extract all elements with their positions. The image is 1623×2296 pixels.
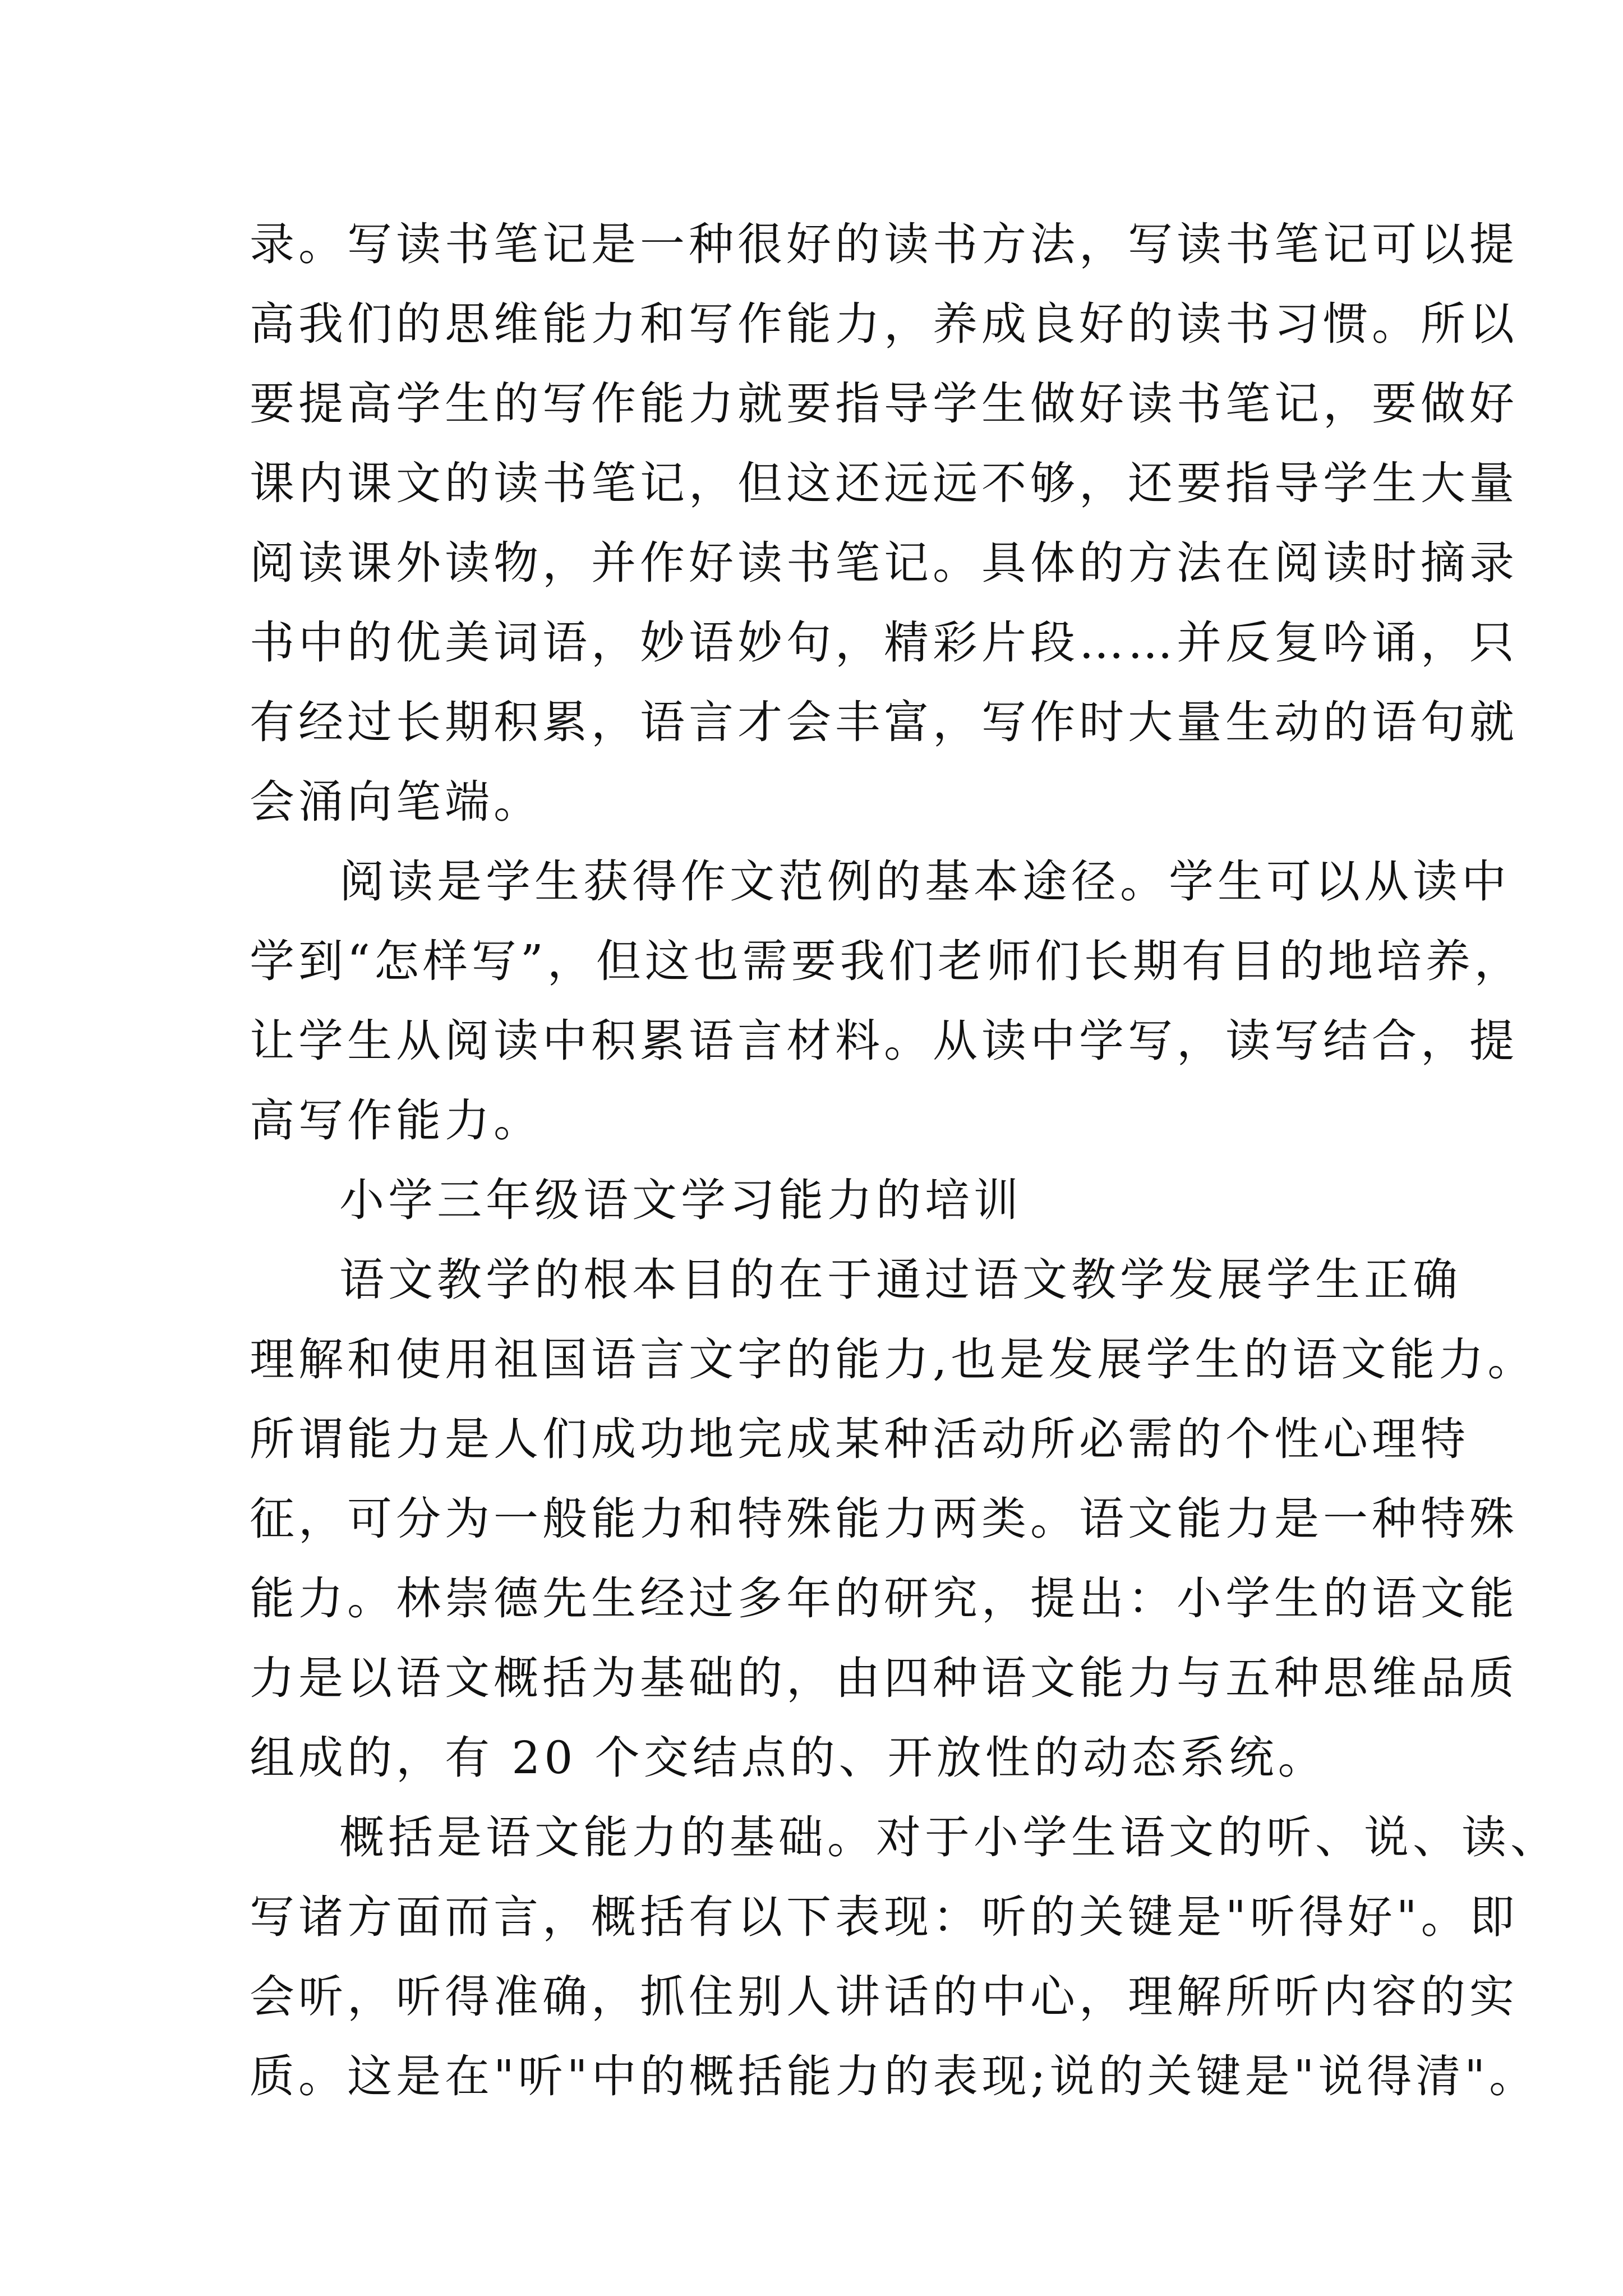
paragraph-first-line: 语文教学的根本目的在于通过语文教学发展学生正确	[339, 1254, 1461, 1306]
text-line: 学到“怎样写”，但这也需要我们老师们长期有目的地培养，	[250, 935, 1523, 987]
text-line: 会涌向笔端。	[250, 776, 542, 828]
text-line: 组成的，有 20 个交结点的、开放性的动态系统。	[250, 1732, 1327, 1784]
text-line: 阅读课外读物，并作好读书笔记。具体的方法在阅读时摘录	[250, 537, 1518, 589]
text-line: 要提高学生的写作能力就要指导学生做好读书笔记，要做好	[250, 378, 1518, 430]
section-heading: 小学三年级语文学习能力的培训	[339, 1174, 1022, 1226]
paragraph-first-line: 概括是语文能力的基础。对于小学生语文的听、说、读、	[339, 1811, 1559, 1864]
body-text	[250, 205, 1559, 2116]
text-line: 征，可分为一般能力和特殊能力两类。语文能力是一种特殊	[250, 1493, 1518, 1545]
text-line: 力是以语文概括为基础的，由四种语文能力与五种思维品质	[250, 1652, 1518, 1704]
text-line: 高写作能力。	[250, 1094, 542, 1147]
text-line: 写诸方面而言，概括有以下表现：听的关键是"听得好"。即	[250, 1891, 1519, 1943]
text-line: 质。这是在"听"中的概括能力的表现;说的关键是"说得清"。	[250, 2050, 1538, 2102]
text-line: 所谓能力是人们成功地完成某种活动所必需的个性心理特	[250, 1413, 1469, 1465]
text-line: 理解和使用祖国语言文字的能力,也是发展学生的语文能力。	[250, 1333, 1537, 1386]
text-line: 课内课文的读书笔记，但这还远远不够，还要指导学生大量	[250, 457, 1518, 509]
text-line: 有经过长期积累，语言才会丰富，写作时大量生动的语句就	[250, 696, 1518, 748]
text-line: 高我们的思维能力和写作能力，养成良好的读书习惯。所以	[250, 298, 1518, 350]
text-line: 让学生从阅读中积累语言材料。从读中学写，读写结合，提	[250, 1015, 1518, 1067]
paragraph-first-line: 阅读是学生获得作文范例的基本途径。学生可以从读中	[339, 855, 1510, 908]
text-line: 书中的优美词语，妙语妙句，精彩片段……并反复吟诵，只	[250, 616, 1518, 669]
text-line: 会听，听得准确，抓住别人讲话的中心，理解所听内容的实	[250, 1971, 1518, 2023]
text-line: 能力。林崇德先生经过多年的研究，提出：小学生的语文能	[250, 1572, 1518, 1625]
text-line: 录。写读书笔记是一种很好的读书方法，写读书笔记可以提	[250, 218, 1518, 270]
